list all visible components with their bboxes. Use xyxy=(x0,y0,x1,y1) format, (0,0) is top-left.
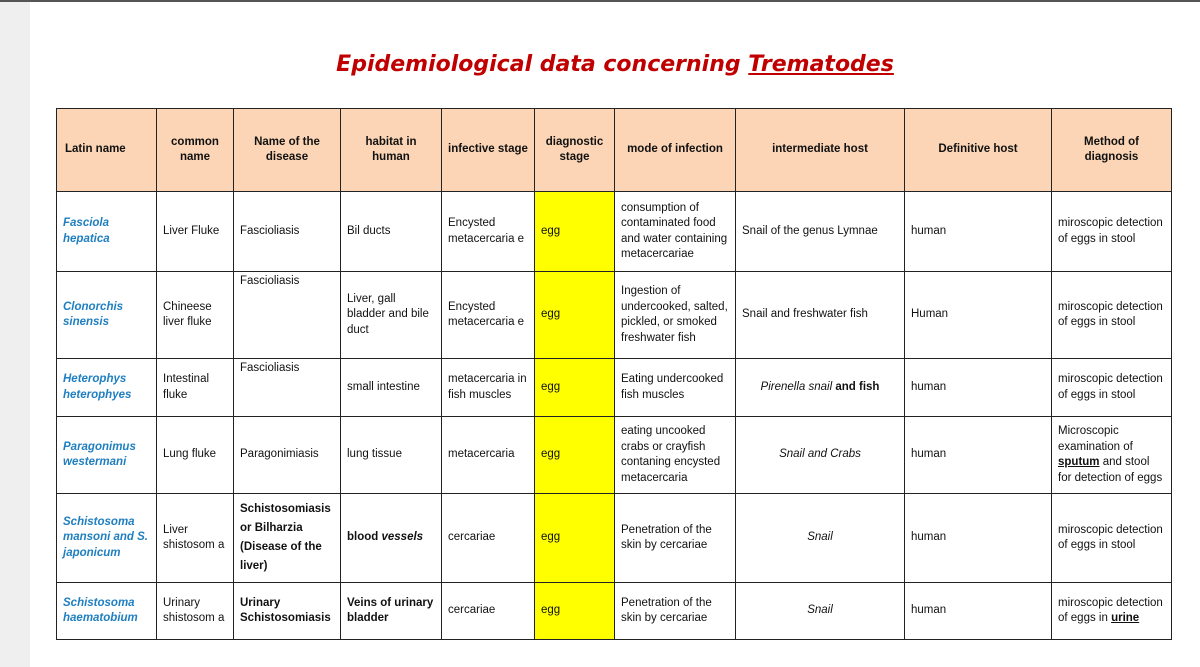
mode-of-infection-cell: Ingestion of undercooked, salted, pickled, or smoked freshwater fish xyxy=(615,272,736,359)
latin-name-cell: Paragonimus westermani xyxy=(57,417,157,494)
intermediate-host-bold: and fish xyxy=(832,380,880,393)
table-row xyxy=(57,359,1172,417)
method-text-pre: Microscopic examination of xyxy=(1058,425,1133,453)
latin-name-cell: Clonorchis sinensis xyxy=(57,272,157,359)
method-of-diagnosis-cell xyxy=(1052,417,1172,494)
header-disease-name: Name of the disease xyxy=(234,109,341,192)
table-row xyxy=(57,272,1172,359)
table-row xyxy=(57,583,1172,640)
header-method-of-diagnosis: Method of diagnosis xyxy=(1052,109,1172,192)
method-text-post: and stool for detection of eggs xyxy=(1058,456,1163,484)
page-title xyxy=(30,52,1200,77)
habitat-cell: lung tissue xyxy=(341,417,442,494)
method-text-emphasis: urine xyxy=(1111,612,1140,624)
common-name-cell: Lung fluke xyxy=(157,417,234,494)
common-name-cell: Urinary shistosom a xyxy=(157,583,234,640)
habitat-cell: Liver, gall bladder and bile duct xyxy=(341,272,442,359)
method-text-pre: miroscopic detection of eggs in xyxy=(1058,596,1163,624)
intermediate-host-cell: Snail of the genus Lymnae xyxy=(736,192,905,272)
header-definitive-host: Definitive host xyxy=(905,109,1052,192)
title-prefix: Epidemiological data concerning xyxy=(336,52,749,77)
latin-name-cell: Schistosoma mansoni and S. japonicum xyxy=(57,494,157,583)
common-name-cell: Chineese liver fluke xyxy=(157,272,234,359)
method-text-emphasis: sputum xyxy=(1058,456,1100,468)
intermediate-host-cell: Snail and freshwater fish xyxy=(736,272,905,359)
intermediate-host-cell xyxy=(736,359,905,417)
method-of-diagnosis-cell: miroscopic detection of eggs in stool xyxy=(1052,272,1172,359)
intermediate-host-italic: Pirenella snail xyxy=(760,380,833,393)
infective-stage-cell: Encysted metacercaria e xyxy=(442,272,535,359)
mode-of-infection-cell: consumption of contaminated food and water containing metacercariae xyxy=(615,192,736,272)
header-latin-name: Latin name xyxy=(57,109,157,192)
mode-of-infection-cell: Penetration of the skin by cercariae xyxy=(615,583,736,640)
disease-cell: Fascioliasis xyxy=(234,192,341,272)
disease-cell: Urinary Schistosomiasis xyxy=(234,583,341,640)
diagnostic-stage-cell: egg xyxy=(535,417,615,494)
infective-stage-cell: cercariae xyxy=(442,583,535,640)
infective-stage-cell: metacercaria in fish muscles xyxy=(442,359,535,417)
disease-cell: Paragonimiasis xyxy=(234,417,341,494)
mode-of-infection-cell: eating uncooked crabs or crayfish contaning encysted metacercaria xyxy=(615,417,736,494)
header-mode-of-infection: mode of infection xyxy=(615,109,736,192)
diagnostic-stage-cell: egg xyxy=(535,494,615,583)
diagnostic-stage-cell: egg xyxy=(535,583,615,640)
trematodes-table xyxy=(56,108,1172,640)
header-infective-stage: infective stage xyxy=(442,109,535,192)
latin-name-cell: Heterophys heterophyes xyxy=(57,359,157,417)
habitat-bold-italic: vessels xyxy=(381,531,424,544)
definitive-host-cell: human xyxy=(905,192,1052,272)
intermediate-host-cell: Snail xyxy=(736,494,905,583)
definitive-host-cell: human xyxy=(905,583,1052,640)
disease-cell: Fascioliasis xyxy=(234,272,341,359)
title-underlined: Trematodes xyxy=(748,52,894,77)
latin-name-cell: Schistosoma haematobium xyxy=(57,583,157,640)
infective-stage-cell: Encysted metacercaria e xyxy=(442,192,535,272)
habitat-cell: small intestine xyxy=(341,359,442,417)
method-of-diagnosis-cell: miroscopic detection of eggs in stool xyxy=(1052,359,1172,417)
method-of-diagnosis-cell: miroscopic detection of eggs in stool xyxy=(1052,192,1172,272)
common-name-cell: Liver Fluke xyxy=(157,192,234,272)
disease-cell: Schistosomiasis or Bilharzia (Disease of the liver) xyxy=(234,494,341,583)
header-intermediate-host: intermediate host xyxy=(736,109,905,192)
habitat-cell xyxy=(341,494,442,583)
header-row xyxy=(57,109,1172,192)
common-name-cell: Liver shistosom a xyxy=(157,494,234,583)
table-row xyxy=(57,417,1172,494)
method-of-diagnosis-cell: miroscopic detection of eggs in stool xyxy=(1052,494,1172,583)
definitive-host-cell: human xyxy=(905,359,1052,417)
habitat-cell: Bil ducts xyxy=(341,192,442,272)
table-row xyxy=(57,494,1172,583)
diagnostic-stage-cell: egg xyxy=(535,192,615,272)
diagnostic-stage-cell: egg xyxy=(535,359,615,417)
habitat-cell: Veins of urinary bladder xyxy=(341,583,442,640)
infective-stage-cell: metacercaria xyxy=(442,417,535,494)
mode-of-infection-cell: Eating undercooked fish muscles xyxy=(615,359,736,417)
table-row xyxy=(57,192,1172,272)
infective-stage-cell: cercariae xyxy=(442,494,535,583)
common-name-cell: Intestinal fluke xyxy=(157,359,234,417)
definitive-host-cell: human xyxy=(905,494,1052,583)
diagnostic-stage-cell: egg xyxy=(535,272,615,359)
latin-name-cell: Fasciola hepatica xyxy=(57,192,157,272)
document-page xyxy=(30,2,1200,667)
header-common-name: common name xyxy=(157,109,234,192)
definitive-host-cell: human xyxy=(905,417,1052,494)
intermediate-host-cell: Snail and Crabs xyxy=(736,417,905,494)
header-diagnostic-stage: diagnostic stage xyxy=(535,109,615,192)
disease-cell: Fascioliasis xyxy=(234,359,341,417)
method-of-diagnosis-cell xyxy=(1052,583,1172,640)
habitat-bold: blood xyxy=(347,531,382,544)
intermediate-host-cell: Snail xyxy=(736,583,905,640)
mode-of-infection-cell: Penetration of the skin by cercariae xyxy=(615,494,736,583)
definitive-host-cell: Human xyxy=(905,272,1052,359)
header-habitat: habitat in human xyxy=(341,109,442,192)
